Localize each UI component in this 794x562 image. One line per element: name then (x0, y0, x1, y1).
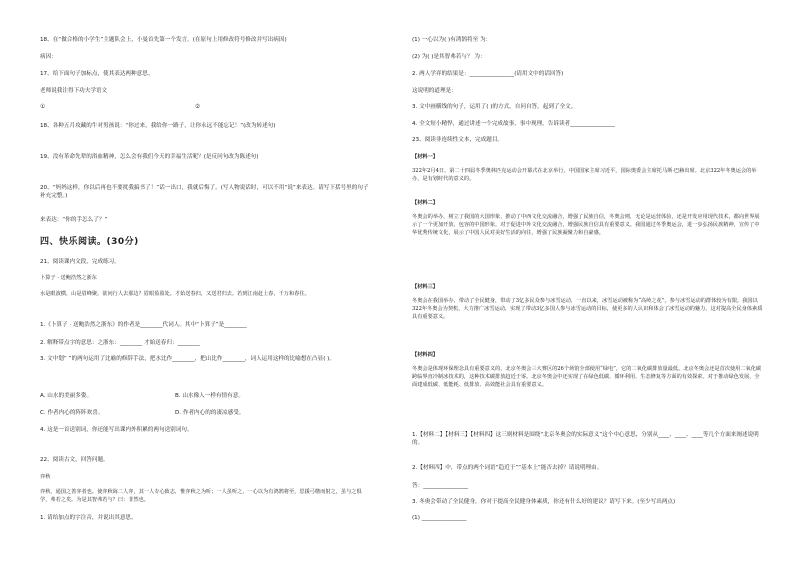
question-23-2: 2.【材料四】中，带点的两个词语“趋近于”“基本上”能否去掉？请说明理由。 (412, 465, 603, 471)
question-22: 22、阅读古文，回答问题。 (40, 457, 109, 463)
section-4-title: 四、快乐阅读。(30分) (40, 237, 139, 247)
answer-line-1: (1) 一心以为( )有鸿鹄将至 为： (412, 37, 492, 43)
poem-title: 卜算子 · 送鲍浩然之浙东 (40, 275, 97, 281)
option-d: D. 作者内心的的凄凉感受。 (175, 410, 245, 416)
question-23-3-answer-1: (1) ________________ (412, 515, 467, 521)
question-23-3: 3. 冬奥会带动了全民健身，你对于提高全民健身体素质，你还有什么好的建议？请写下来。(至少写出两点) (412, 499, 676, 505)
material-2-text: 冬奥会的举办，树立了我国的大国形象，推动了中西文化交流融合，增强了民族自信，冬奥会则，无论是运营体验，还是开发应用现代技术，都向世界展示了一个更加开放、包容的中国形象。对于促进中外文化交流融合，增强民族自信具有重要意义。我国通过冬季奥运会，进一步弘扬民族精神，宣传了中华优秀传统文化，展示了中国人民对美好生活的向往，增强了民族凝聚力和自豪感。 (412, 214, 760, 236)
question-2: 2. 两人学弈的结果是：________________(请用文中的话回答) (412, 71, 564, 77)
question-17-sentence: 老师说我注得下功夫学语文 (40, 88, 108, 94)
question-18-reason: 病因： (40, 54, 57, 60)
question-17: 17、给下面句子加标点，使其表达两种意思。 (40, 71, 154, 77)
question-18b: 18、各种五月攻藏的牛对男孩说：“你过来，我给你一路子，让你永远不能忘记！”(改为转述句) (40, 123, 276, 129)
material-1-text: 322年2月4日，第二十四届冬季奥林匹克运动会开幕式在北京举行，中国国家主席习近平，国际奥委会主席托马斯·巴赫出席。北京322年冬奥运会的举办，是有划时代的意义的。 (412, 168, 757, 182)
question-17-option-1: ① (40, 104, 46, 110)
material-3-heading: 【材料三】 (412, 284, 438, 290)
material-4-heading: 【材料四】 (412, 352, 438, 358)
option-b: B. 山水像人一样有情有意。 (175, 393, 244, 399)
material-1-heading: 【材料一】 (412, 154, 438, 160)
material-3-text: 冬奥会在我国举办，带动了全民健身，带动了3亿多民众参与冰雪运动，一直以来，冰雪运动被称为“高岭之花”，参与冰雪运动的群体较为有限。我国以322年冬奥会为契机，大力推广冰雪运动，实现了带动3亿多国人参与冰雪运动的目标，使更多的人认识和体会了冰雪运动的魅力，这对提高全民身体素质具有重要意义。 (412, 298, 763, 320)
question-23: 23、阅读非连续性文本，完成题目。 (412, 137, 504, 143)
question-23-2-answer: 答：________________ (412, 483, 468, 489)
question-18: 18、在“做合格的小学生”主题队会上，小曼首先第一个发言。(在原句上用修改符号修改并写出病因) (40, 37, 287, 43)
question-17-option-2: ② (195, 104, 201, 110)
question-23-1: 1.【材料二】【材料三】【材料四】这三则材料是围绕“北京冬奥会的实际意义”这个中心意思，分别从____、____、____等几个方面来阐述说明的。 (412, 432, 759, 446)
material-4-text: 冬奥会是体现环保理念具有重要意义的，北京冬奥会三大赛区的26个场馆全部使用“绿电”，它的二氧化碳排放量最低。北京冬奥会还是首次使用二氧化碳跨临界直冷制冰技术的，这种技术碳排放趋近于零。北京冬奥会中还实现了在绿色低碳、循环利用、生态修复等方面的有效探索。对于推动绿色发展，全面建成低碳、低能耗、低排放、高效能社会具有重要意义。 (412, 366, 762, 388)
poem-text: 水是眼波横，山是眉峰聚。欲问行人去那边？眉眼盈盈处。才始送春归，又送君归去。若到江南赶上春，千万和春住。 (40, 291, 310, 297)
passage-text: 弈秋，通国之善弈者也。使弈秋诲二人弈，其一人专心致志，惟弈秋之为听；一人虽听之，一心以为有鸿鹄将至，思援弓缴而射之，虽与之俱学，弗若之矣。为是其智弗若与？曰：非然也。 (40, 489, 362, 503)
question-4: 4. 全文短小精悍，通过讲述一个完成故事，事中现理，告诉读者________________ (412, 121, 615, 127)
question-21-4: 4. 这是一首送别词，你还能写出课内外积累的两句送别词句。 (40, 427, 193, 433)
passage-title: 弈秋 (40, 474, 51, 480)
question-20-line: 来表达：“你的手怎么了？” (40, 217, 108, 223)
option-c: C. 作者内心的阵阵欢喜。 (40, 410, 104, 416)
question-22-1: 1. 请给加点的字注音，并说出其意思。 (40, 515, 137, 521)
material-2-heading: 【材料二】 (412, 200, 438, 206)
answer-line-2: (2) 为( )是其智弗若与？ 为： (412, 54, 486, 60)
question-21: 21、阅读课内文段，完成练习。 (40, 259, 120, 265)
question-21-2: 2. 解释带点字的意思：之浙东：________ 才始送春归：________ (40, 340, 200, 346)
option-a: A. 山水的美丽多姿。 (40, 393, 93, 399)
question-21-3: 3. 文中划“ ”的两句运用了比喻的修辞手法，把水比作________，把山比作________，词人运用这样的比喻想在凸显( )。 (40, 356, 335, 362)
question-19: 19、没有革命先辈的浴血精神，怎么会有我们今天的幸福生活呢？(是反问句改为陈述句) (40, 154, 259, 160)
question-20: 20、“妈妈这样，你以后再也不要扰我搞书了！”话一出口，我就后悔了。(写人物说话时，可以不用“说”来表达。请写下括号里的句子补充完整。) (40, 185, 369, 199)
question-2-moral: 这说明的道理是： (412, 88, 457, 94)
question-3: 3. 文中画横线的句子，运用了( )的方式，自问自答，起到了全文。 (412, 104, 577, 110)
question-21-1: 1.《卜算子 · 送鲍浩然之浙东》的作者是________代词人。其中“卜算子”是________ (40, 322, 247, 328)
